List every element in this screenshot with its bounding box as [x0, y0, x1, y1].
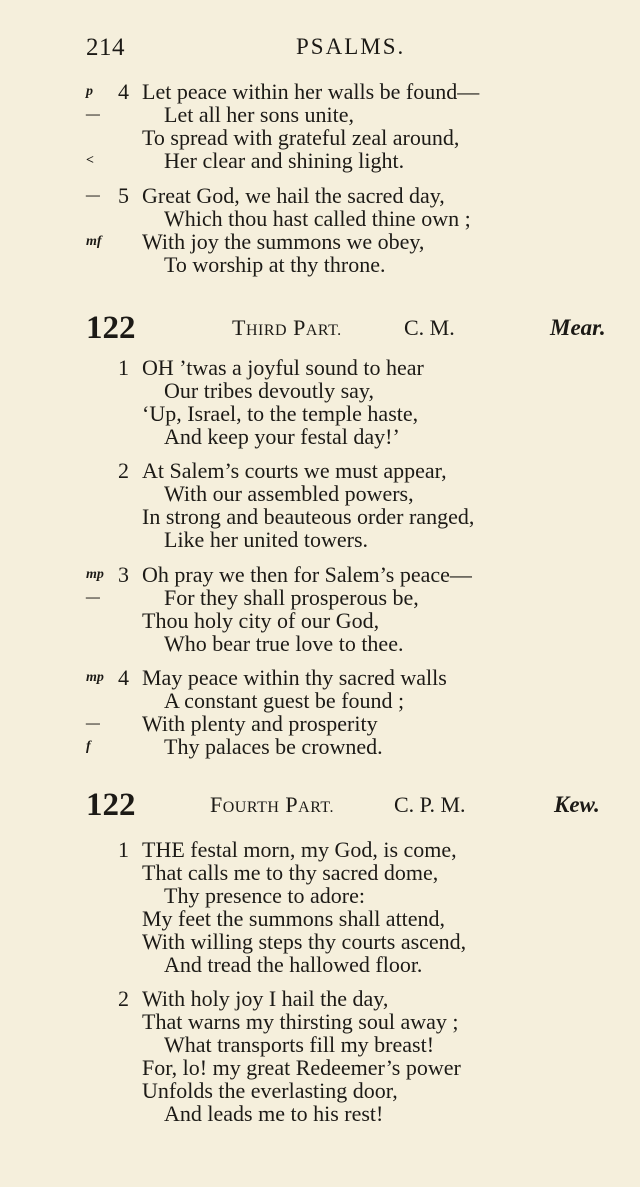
verse-line: That calls me to thy sacred dome,: [142, 860, 439, 885]
dynamic-mark: p: [86, 84, 93, 99]
hymn-tune: Mear.: [550, 315, 606, 340]
dynamic-mark: f: [86, 739, 91, 754]
part-initial: P: [293, 315, 306, 340]
verse-line: May peace within thy sacred walls: [142, 665, 447, 690]
dynamic-mark: —: [86, 590, 100, 605]
verse-line: A constant guest be found ;: [164, 688, 405, 713]
part-rest: ART.: [298, 799, 335, 816]
verse-line: Our tribes devoutly say,: [164, 378, 374, 403]
verse-line: To worship at thy throne.: [164, 252, 386, 277]
verse-number: 4: [118, 665, 129, 690]
verse-line: My feet the summons shall attend,: [142, 906, 446, 931]
verse-line: Unfolds the everlasting door,: [142, 1078, 398, 1103]
verse-number: 1: [118, 837, 129, 862]
verse-line: With holy joy I hail the day,: [142, 986, 389, 1011]
page-number: 214: [86, 34, 125, 61]
verse-line: Let peace within her walls be found—: [142, 79, 480, 104]
verse-line: With our assembled powers,: [164, 481, 414, 506]
running-title: PSALMS.: [296, 34, 406, 59]
verse-number: 3: [118, 562, 129, 587]
dynamic-mark: —: [86, 188, 100, 203]
hymn-part-title: [210, 790, 334, 820]
hymn-meter: C. P. M.: [394, 792, 466, 817]
verse-line: What transports fill my breast!: [164, 1032, 435, 1057]
page-header: [86, 34, 570, 64]
verse-line: In strong and beauteous order ranged,: [142, 504, 475, 529]
verse-line: To spread with grateful zeal around,: [142, 125, 460, 150]
verse-number: 1: [118, 355, 129, 380]
part-rest: ART.: [305, 322, 342, 339]
dynamic-mark: —: [86, 107, 100, 122]
verse-number: 2: [118, 458, 129, 483]
hymn-number: 122: [86, 787, 136, 823]
hymn-tune: Kew.: [554, 792, 600, 817]
verse-line: With joy the summons we obey,: [142, 229, 425, 254]
verse-line: OH ’twas a joyful sound to hear: [142, 355, 424, 380]
verse-line: Let all her sons unite,: [164, 102, 355, 127]
hymn-number: 122: [86, 310, 136, 346]
verse-line: ‘Up, Israel, to the temple haste,: [142, 401, 419, 426]
verse-line: And leads me to his rest!: [164, 1101, 384, 1126]
verse-line: At Salem’s courts we must appear,: [142, 458, 447, 483]
verse-number: 4: [118, 79, 129, 104]
verse-line: Great God, we hail the sacred day,: [142, 183, 445, 208]
dynamic-mark: <: [86, 153, 94, 168]
verse-line: Thy palaces be crowned.: [164, 734, 383, 759]
verse-line: With plenty and prosperity: [142, 711, 378, 736]
part-rest: OURTH: [222, 799, 280, 816]
hymn-part-title: [232, 313, 342, 343]
verse-line: For, lo! my great Redeemer’s power: [142, 1055, 461, 1080]
verse-line: Like her united towers.: [164, 527, 369, 552]
dynamic-mark: —: [86, 716, 100, 731]
verse-line: Oh pray we then for Salem’s peace—: [142, 562, 472, 587]
part-initial: P: [285, 792, 299, 817]
verse-line: Her clear and shining light.: [164, 148, 405, 173]
verse-line: Who bear true love to thee.: [164, 631, 404, 656]
verse-line: Which thou hast called thine own ;: [164, 206, 471, 231]
verse-line: And keep your festal day!’: [164, 424, 400, 449]
verse-line: That warns my thirsting soul away ;: [142, 1009, 459, 1034]
dynamic-mark: mp: [86, 567, 104, 582]
dynamic-mark: mf: [86, 234, 102, 249]
verse-line: Thy presence to adore:: [164, 883, 365, 908]
verse-number: 2: [118, 986, 129, 1011]
hymn-meter: C. M.: [404, 315, 455, 340]
part-rest: HIRD: [245, 322, 288, 339]
verse-line: THE festal morn, my God, is come,: [142, 837, 457, 862]
verse-line: For they shall prosperous be,: [164, 585, 419, 610]
verse-line: And tread the hallowed floor.: [164, 952, 423, 977]
dynamic-mark: mp: [86, 670, 104, 685]
verse-line: Thou holy city of our God,: [142, 608, 380, 633]
verse-line: With willing steps thy courts ascend,: [142, 929, 467, 954]
verse-number: 5: [118, 183, 129, 208]
part-initial: F: [210, 792, 223, 817]
part-initial: T: [232, 315, 246, 340]
